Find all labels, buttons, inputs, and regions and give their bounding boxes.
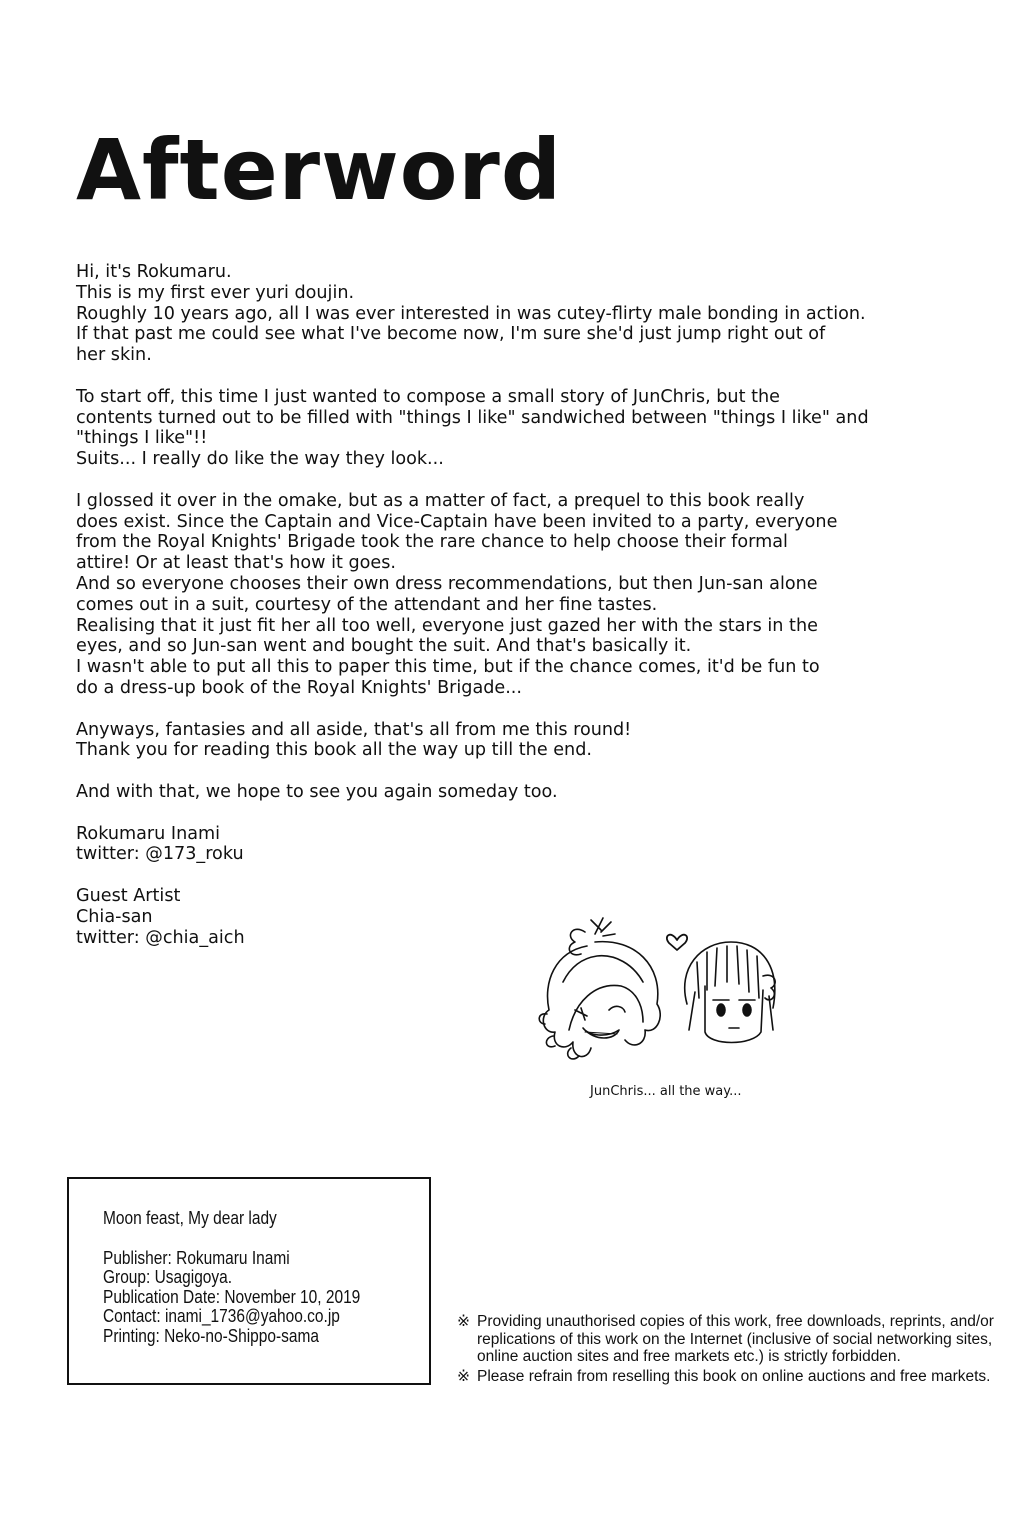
text-line: I glossed it over in the omake, but as a matter of fact, a prequel to this book really	[76, 490, 805, 511]
paragraph-greeting	[76, 262, 906, 366]
text-line: eyes, and so Jun-san went and bought the suit. And that's basically it.	[76, 636, 692, 657]
group: Group: Usagigoya.	[103, 1267, 233, 1287]
notice-line: online auction sites and free markets etc.) is strictly forbidden.	[477, 1348, 901, 1365]
text-line: To start off, this time I just wanted to compose a small story of JunChris, but the	[76, 386, 780, 407]
paragraph-closing	[76, 782, 906, 803]
notice-line: replications of this work on the Internet (inclusive of social networking sites,	[477, 1330, 993, 1348]
text-line: contents turned out to be filled with "things I like" sandwiched between "things I like" and	[76, 407, 869, 428]
text-line: comes out in a suit, courtesy of the attendant and her fine tastes.	[76, 594, 658, 615]
author-twitter: twitter: @173_roku	[76, 844, 244, 865]
text-line: Roughly 10 years ago, all I was ever interested in was cutey-flirty male bonding in action.	[76, 303, 866, 324]
author-signature	[76, 824, 906, 866]
text-line: And with that, we hope to see you again someday too.	[76, 781, 558, 802]
text-line: And so everyone chooses their own dress recommendations, but then Jun-san alone	[76, 573, 818, 594]
guest-artist-twitter: twitter: @chia_aich	[76, 927, 245, 948]
reference-mark: ※	[457, 1313, 470, 1330]
right-character	[685, 942, 775, 1043]
text-line: do a dress-up book of the Royal Knights' Brigade...	[76, 677, 522, 698]
notice-line: Providing unauthorised copies of this work, free downloads, reprints, and/or	[477, 1313, 994, 1330]
illustration-caption: JunChris... all the way...	[590, 1084, 742, 1099]
text-line: attire! Or at least that's how it goes.	[76, 553, 396, 574]
contact: Contact: inami_1736@yahoo.co.jp	[103, 1306, 340, 1326]
afterword-body	[76, 262, 906, 948]
text-line: If that past me could see what I've become now, I'm sure she'd just jump right out of	[76, 324, 826, 345]
left-character	[539, 918, 660, 1059]
notice-item	[457, 1368, 1017, 1386]
page-title: Afterword	[76, 121, 562, 219]
chibi-illustration	[525, 912, 800, 1082]
notice-text	[477, 1368, 1017, 1386]
text-line: This is my first ever yuri doujin.	[76, 282, 355, 303]
notice-item	[457, 1313, 1017, 1366]
text-line: does exist. Since the Captain and Vice-Captain have been invited to a party, everyone	[76, 511, 838, 532]
author-name: Rokumaru Inami	[76, 823, 221, 844]
text-line: Hi, it's Rokumaru.	[76, 262, 232, 282]
book-title: Moon feast, My dear lady	[103, 1208, 277, 1228]
copyright-notice	[457, 1313, 1017, 1387]
text-line: Thank you for reading this book all the way up till the end.	[76, 740, 592, 761]
text-line: Realising that it just fit her all too well, everyone just gazed her with the stars in the	[76, 615, 818, 636]
guest-artist-name: Chia-san	[76, 906, 153, 927]
text-line: her skin.	[76, 345, 152, 366]
colophon-box	[67, 1177, 431, 1385]
text-line: Suits... I really do like the way they look...	[76, 449, 444, 470]
printing: Printing: Neko-no-Shippo-sama	[103, 1325, 319, 1346]
paragraph-thanks	[76, 720, 906, 762]
paragraph-intro	[76, 387, 906, 470]
notice-text	[477, 1313, 1017, 1366]
text-line: Anyways, fantasies and all aside, that's all from me this round!	[76, 719, 632, 740]
heart-icon	[667, 935, 687, 950]
publication-date: Publication Date: November 10, 2019	[103, 1286, 361, 1307]
paragraph-prequel	[76, 491, 906, 699]
publisher: Publisher: Rokumaru Inami	[103, 1247, 290, 1268]
text-line: from the Royal Knights' Brigade took the rare chance to help choose their formal	[76, 532, 788, 553]
reference-mark: ※	[457, 1367, 470, 1385]
colophon-content	[103, 1209, 360, 1346]
notice-line: Please refrain from reselling this book on online auctions and free markets.	[477, 1367, 991, 1385]
text-line: I wasn't able to put all this to paper this time, but if the chance comes, it'd be fun to	[76, 657, 820, 678]
guest-artist-label: Guest Artist	[76, 885, 181, 906]
text-line: "things I like"!!	[76, 428, 208, 449]
